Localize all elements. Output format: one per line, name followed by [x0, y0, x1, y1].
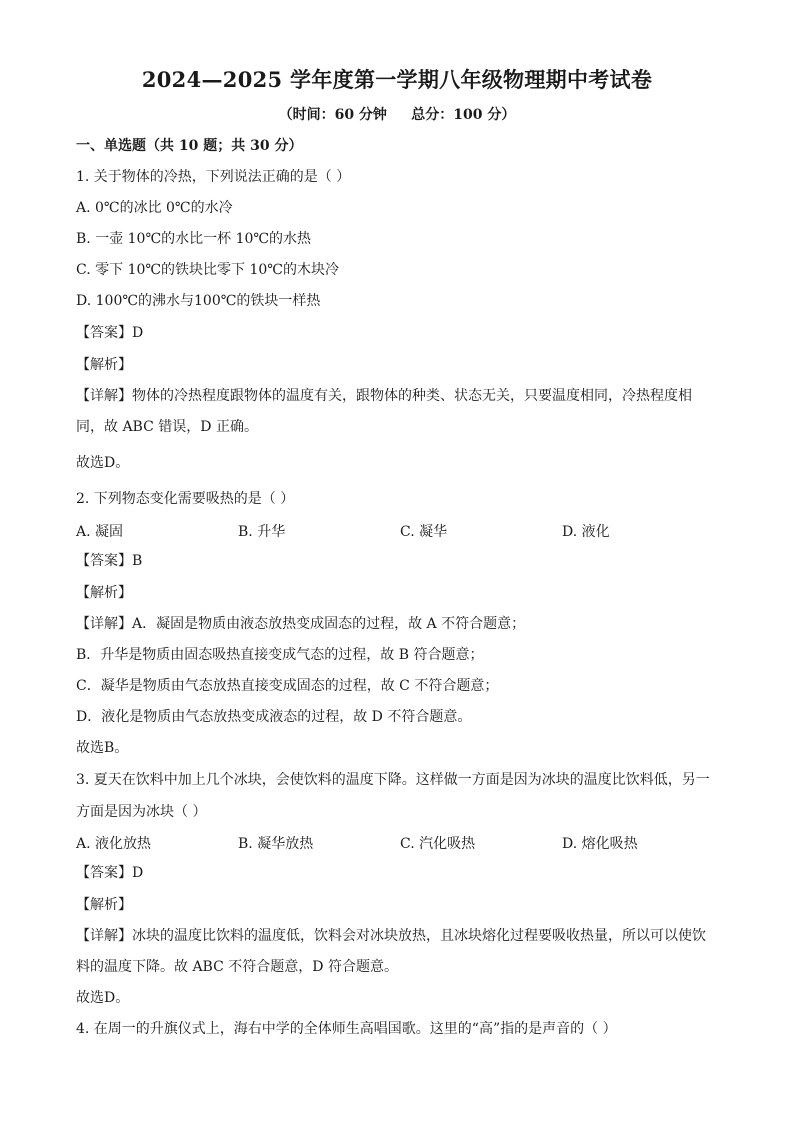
exam-title: 2024—2025 学年度第一学期八年级物理期中考试卷	[141, 67, 653, 92]
question-3-stem-line-2: 方面是因为冰块（ ）	[76, 804, 207, 820]
question-1-option-b: B. 一壶 10℃的水比一杯 10℃的水热	[76, 231, 312, 247]
question-2-conclusion: 故选B。	[76, 740, 129, 756]
question-1-detail-line-2: 同，故 ABC 错误，D 正确。	[76, 419, 258, 435]
question-3-detail-line-1: 【详解】冰块的温度比饮料的温度低，饮料会对冰块放热，且冰块熔化过程要吸收热量，所以可以使饮	[76, 928, 706, 944]
question-2-option-d: D. 液化	[562, 524, 610, 540]
question-3-conclusion: 故选D。	[76, 990, 130, 1006]
question-2-analysis: 【解析】	[76, 585, 132, 601]
question-2-detail-line-4: D．液化是物质由气态放热变成液态的过程，故 D 不符合题意。	[76, 709, 472, 725]
question-2-option-c: C. 凝华	[400, 524, 448, 540]
question-1-option-d: D. 100℃的沸水与100℃的铁块一样热	[76, 293, 321, 309]
question-4-stem: 4. 在周一的升旗仪式上，海右中学的全体师生高唱国歌。这里的“高”指的是声音的（ ）	[76, 1021, 617, 1037]
question-2-answer: 【答案】B	[76, 553, 143, 569]
question-3-analysis: 【解析】	[76, 897, 132, 913]
question-3-option-c: C. 汽化吸热	[400, 836, 476, 852]
question-3-option-a: A. 液化放热	[76, 836, 152, 852]
question-2-detail-line-1: 【详解】A．凝固是物质由液态放热变成固态的过程，故 A 不符合题意；	[76, 616, 526, 632]
question-3-answer: 【答案】D	[76, 865, 144, 881]
question-1-answer: 【答案】D	[76, 325, 144, 341]
question-1-analysis: 【解析】	[76, 357, 132, 373]
question-2-detail-line-2: B．升华是物质由固态吸热直接变成气态的过程，故 B 符合题意；	[76, 647, 484, 663]
question-3-option-d: D. 熔化吸热	[562, 836, 638, 852]
question-2-detail-line-3: C．凝华是物质由气态放热直接变成固态的过程，故 C 不符合题意；	[76, 678, 499, 694]
question-1-detail-line-1: 【详解】物体的冷热程度跟物体的温度有关，跟物体的种类、状态无关，只要温度相同，冷热程度相	[76, 388, 692, 404]
question-3-stem-line-1: 3. 夏天在饮料中加上几个冰块，会使饮料的温度下降。这样做一方面是因为冰块的温度比饮料低，另一	[76, 772, 710, 788]
question-1-option-c: C. 零下 10℃的铁块比零下 10℃的木块冷	[76, 262, 339, 278]
question-3-option-b: B. 凝华放热	[238, 836, 314, 852]
question-1-conclusion: 故选D。	[76, 455, 130, 471]
question-2-stem: 2. 下列物态变化需要吸热的是（ ）	[76, 491, 295, 507]
question-1-option-a: A. 0℃的冰比 0℃的水冷	[76, 200, 233, 216]
section-heading: 一、单选题（共 10 题；共 30 分）	[76, 138, 303, 154]
exam-subtitle: （时间：60 分钟 总分：100 分）	[278, 107, 516, 123]
question-2-option-a: A. 凝固	[76, 524, 124, 540]
question-1-stem: 1. 关于物体的冷热，下列说法正确的是（ ）	[76, 169, 351, 185]
question-2-option-b: B. 升华	[238, 524, 286, 540]
question-3-detail-line-2: 料的温度下降。故 ABC 不符合题意，D 符合题意。	[76, 959, 398, 975]
